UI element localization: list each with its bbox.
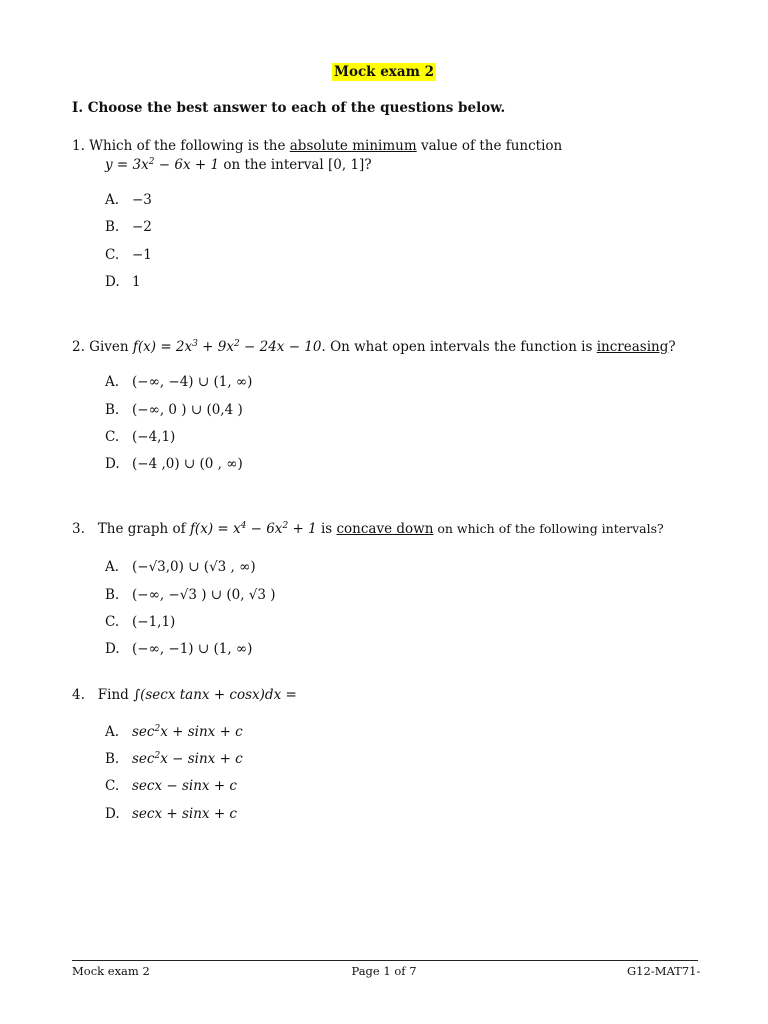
question-1-stem: 1. Which of the following is the absolute minimum value of the function [72, 138, 563, 154]
q2-option-c[interactable]: C. (−4,1) [105, 429, 176, 445]
footer-page-number: Page 1 of 7 [351, 964, 417, 978]
q3-option-a[interactable]: A. (−√3,0) ∪ (√3 , ∞) [105, 559, 256, 575]
q3-option-d[interactable]: D. (−∞, −1) ∪ (1, ∞) [105, 641, 253, 657]
question-4-stem: 4. Find ∫(secx tanx + cosx)dx = [72, 687, 297, 703]
q2-option-d[interactable]: D. (−4 ,0) ∪ (0 , ∞) [105, 456, 243, 472]
question-3-stem: 3. The graph of $f(x) = x^4 - 6x^2 + 1$ is concave down on which of the following intervals? [72, 521, 664, 537]
q4-option-c[interactable]: C. secx − sinx + c [105, 778, 237, 794]
q2-option-b[interactable]: B. (−∞, 0 ) ∪ (0,4 ) [105, 402, 243, 418]
q4-option-b[interactable]: B. $\sec^2x - \sin x + c$ [105, 751, 243, 767]
q1-option-d[interactable]: D. 1 [105, 274, 141, 290]
q4-option-d[interactable]: D. secx + sinx + c [105, 806, 237, 822]
footer-course-code: G12-MAT71- [627, 964, 701, 978]
question-1-equation: $y = 3x^2 - 6x + 1$ on the interval [0, 1]? [105, 157, 372, 173]
q1-option-c[interactable]: C. −1 [105, 247, 152, 263]
q1-option-b[interactable]: B. −2 [105, 219, 152, 235]
underlined-term: increasing [596, 339, 669, 355]
q2-option-a[interactable]: A. (−∞, −4) ∪ (1, ∞) [105, 374, 253, 390]
q3-option-c[interactable]: C. (−1,1) [105, 614, 176, 630]
underlined-term: absolute minimum [289, 138, 417, 154]
section-heading: I. Choose the best answer to each of the questions below. [72, 100, 506, 116]
q3-option-b[interactable]: B. (−∞, −√3 ) ∪ (0, √3 ) [105, 587, 276, 603]
underlined-term: concave down [336, 521, 434, 537]
question-2-stem: 2. Given $f(x) = 2x^3 + 9x^2 - 24x - 10$. On what open intervals the function is increasing? [72, 339, 676, 355]
footer-left: Mock exam 2 [72, 964, 150, 978]
q4-option-a[interactable]: A. $\sec^2x + \sin x + c$ [105, 724, 243, 740]
exam-title: Mock exam 2 [334, 64, 434, 80]
q1-option-a[interactable]: A. −3 [105, 192, 152, 208]
footer-divider [72, 960, 698, 961]
